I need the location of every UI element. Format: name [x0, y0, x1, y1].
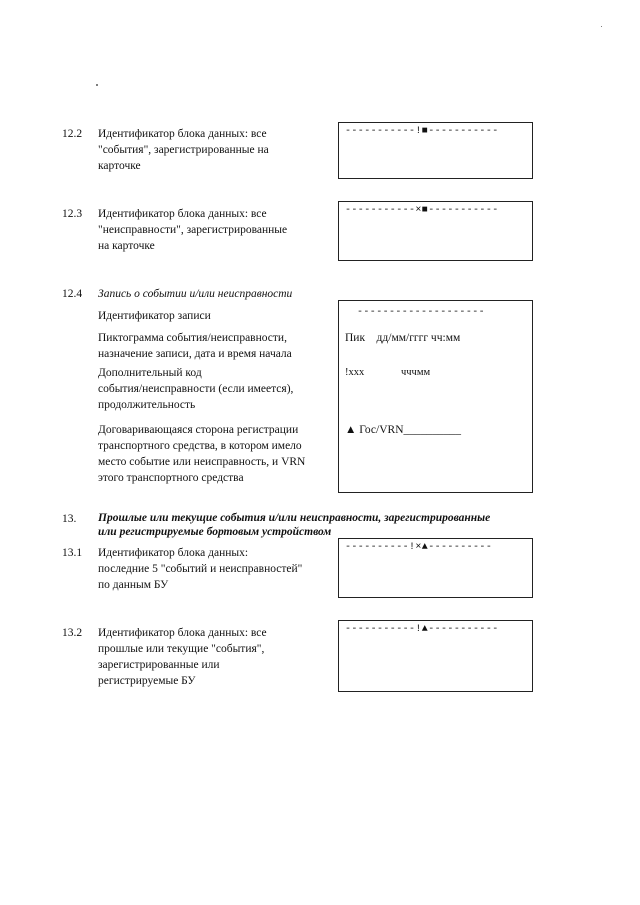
text-line: этого транспортного средства — [98, 472, 244, 484]
section-heading-12-4: Запись о событии и/или неисправности — [98, 288, 293, 300]
block-id-code: -----------!▲----------- — [345, 624, 499, 635]
text-line: зарегистрированные или — [98, 659, 220, 671]
block-id-code: ----------!×▲---------- — [345, 542, 493, 553]
display-box-12-2 — [338, 122, 533, 179]
text-line: Идентификатор блока данных: — [98, 547, 249, 559]
text-line: "события", зарегистрированные на — [98, 144, 269, 156]
text-line: прошлые или текущие "события", — [98, 643, 265, 655]
text-line: транспортного средства, в котором имело — [98, 440, 302, 452]
section-number-12-3: 12.3 — [62, 208, 83, 220]
vrn-line: ▲ Гос/VRN__________ — [345, 424, 462, 436]
section-number-12-4: 12.4 — [62, 288, 83, 300]
section-number-13-1: 13.1 — [62, 547, 83, 559]
scan-mark-dot-corner — [601, 26, 602, 27]
row-label-registration — [98, 422, 330, 486]
block-id-code: -----------!■----------- — [345, 126, 499, 137]
display-box-12-4 — [338, 300, 533, 493]
text-line: события/неисправности (если имеется), — [98, 383, 294, 395]
duration-line: !xxx чччмм — [345, 367, 431, 378]
text-line: Прошлые или текущие события и/или неисправности, зарегистрированные — [98, 512, 491, 524]
section-heading-13 — [98, 511, 558, 539]
record-id-code: -------------------- — [357, 307, 486, 318]
text-line: или регистрируемые бортовым устройством — [98, 526, 332, 538]
text-line: Пиктограмма события/неисправности, — [98, 332, 287, 344]
block-id-code: -----------×■----------- — [345, 205, 499, 216]
text-line: Договаривающаяся сторона регистрации — [98, 424, 299, 436]
section-number-12-2: 12.2 — [62, 128, 83, 140]
text-line: Идентификатор блока данных: все — [98, 627, 267, 639]
row-label-extra-code — [98, 365, 330, 413]
text-line: по данным БУ — [98, 579, 169, 591]
row-label-pictogram — [98, 330, 330, 362]
text-line: место событие или неисправность, и VRN — [98, 456, 306, 468]
text-line: на карточке — [98, 240, 155, 252]
text-line: назначение записи, дата и время начала — [98, 348, 292, 360]
section-number-13: 13. — [62, 513, 77, 525]
section-text-12-2 — [98, 126, 330, 174]
text-line: "неисправности", зарегистрированные — [98, 224, 288, 236]
text-line: последние 5 "событий и неисправностей" — [98, 563, 303, 575]
event-start-line: Пик дд/мм/гггг чч:мм — [345, 332, 461, 344]
text-line: Идентификатор блока данных: все — [98, 208, 267, 220]
text-line: регистрируемые БУ — [98, 675, 196, 687]
section-text-13-2 — [98, 625, 330, 689]
text-line: Идентификатор записи — [98, 310, 211, 322]
display-box-13-2 — [338, 620, 533, 692]
text-line: продолжительность — [98, 399, 196, 411]
section-text-12-3 — [98, 206, 330, 254]
section-text-13-1 — [98, 545, 330, 593]
text-line: карточке — [98, 160, 141, 172]
text-line: Дополнительный код — [98, 367, 202, 379]
scan-mark-dot — [96, 84, 98, 86]
row-label-record-id — [98, 308, 330, 324]
text-line: Идентификатор блока данных: все — [98, 128, 267, 140]
section-number-13-2: 13.2 — [62, 627, 83, 639]
display-box-12-3 — [338, 201, 533, 261]
display-box-13-1 — [338, 538, 533, 598]
